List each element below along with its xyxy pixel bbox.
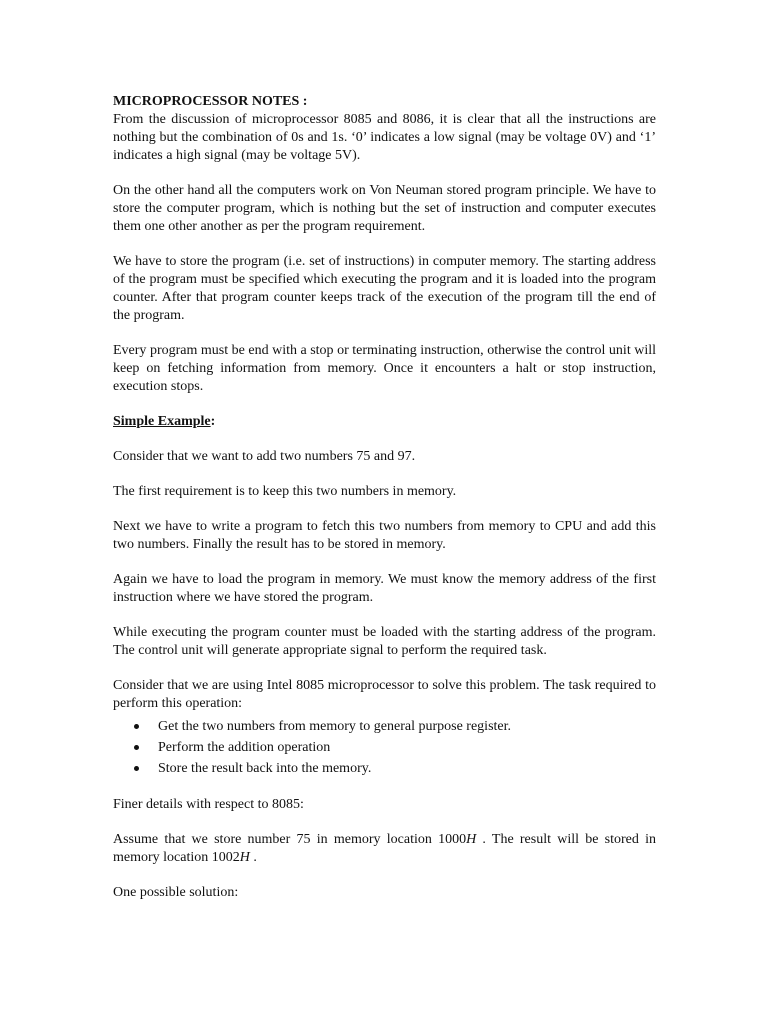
example-heading-colon: :: [210, 414, 216, 429]
address-number-2: 1002: [211, 850, 240, 865]
list-item: [134, 716, 656, 737]
list-item-text: Perform the addition operation: [158, 740, 331, 755]
task-list: [113, 716, 656, 779]
example-heading-text: Simple Example: [113, 414, 211, 429]
address-suffix-1: H: [466, 832, 477, 847]
assume-text-1: Assume that we store number 75 in memory location: [113, 832, 439, 847]
stop-instruction-paragraph: Every program must be end with a stop or terminating instruction, otherwise the control unit will keep on fetching information from memory. Once it encounters a halt or stop instruction, execution stops.: [113, 343, 656, 394]
list-item: [134, 758, 656, 779]
memory-address-2: [212, 850, 250, 865]
memory-address-1: [438, 832, 476, 847]
assume-text-2: . The result will be stored in memory location: [113, 832, 656, 865]
first-requirement-paragraph: The first requirement is to keep this two numbers in memory.: [113, 484, 457, 499]
document-page: [113, 93, 656, 902]
bullet-icon: [134, 724, 139, 729]
address-number-1: 1000: [438, 832, 467, 847]
intel-8085-paragraph: Consider that we are using Intel 8085 microprocessor to solve this problem. The task required to perform this operation:: [113, 678, 656, 711]
consider-paragraph: Consider that we want to add two numbers 75 and 97.: [113, 449, 416, 464]
assume-paragraph: [113, 831, 656, 867]
load-program-paragraph: Again we have to load the program in memory. We must know the memory address of the first instruction where we have stored the program.: [113, 572, 656, 605]
bullet-icon: [134, 766, 139, 771]
solution-paragraph: One possible solution:: [113, 885, 239, 900]
program-counter-paragraph: While executing the program counter must be loaded with the starting address of the program. The control unit will generate appropriate signal to perform the required task.: [113, 625, 656, 658]
list-item: [134, 737, 656, 758]
von-neuman-paragraph: On the other hand all the computers work on Von Neuman stored program principle. We have to store the computer program, which is nothing but the set of instruction and computer executes them one other another as per the program requirement.: [113, 183, 656, 234]
store-program-paragraph: We have to store the program (i.e. set of instructions) in computer memory. The starting address of the program must be specified which executing the program and it is loaded into the program counter. After that program counter keeps track of the execution of the program till the end of the program.: [113, 254, 656, 323]
example-heading: [113, 413, 656, 431]
address-suffix-2: H: [239, 850, 250, 865]
finer-details-paragraph: Finer details with respect to 8085:: [113, 797, 304, 812]
next-step-paragraph: Next we have to write a program to fetch this two numbers from memory to CPU and add this two numbers. Finally the result has to be stored in memory.: [113, 519, 656, 552]
document-title: MICROPROCESSOR NOTES :: [113, 94, 308, 109]
list-item-text: Get the two numbers from memory to general purpose register.: [158, 719, 512, 734]
intro-paragraph: From the discussion of microprocessor 8085 and 8086, it is clear that all the instructions are nothing but the combination of 0s and 1s. ‘0’ indicates a low signal (may be voltage 0V) and ‘1’ indicates a high signal (may be voltage 5V).: [113, 112, 656, 163]
assume-text-3: .: [249, 850, 257, 865]
bullet-icon: [134, 745, 139, 750]
list-item-text: Store the result back into the memory.: [158, 761, 372, 776]
